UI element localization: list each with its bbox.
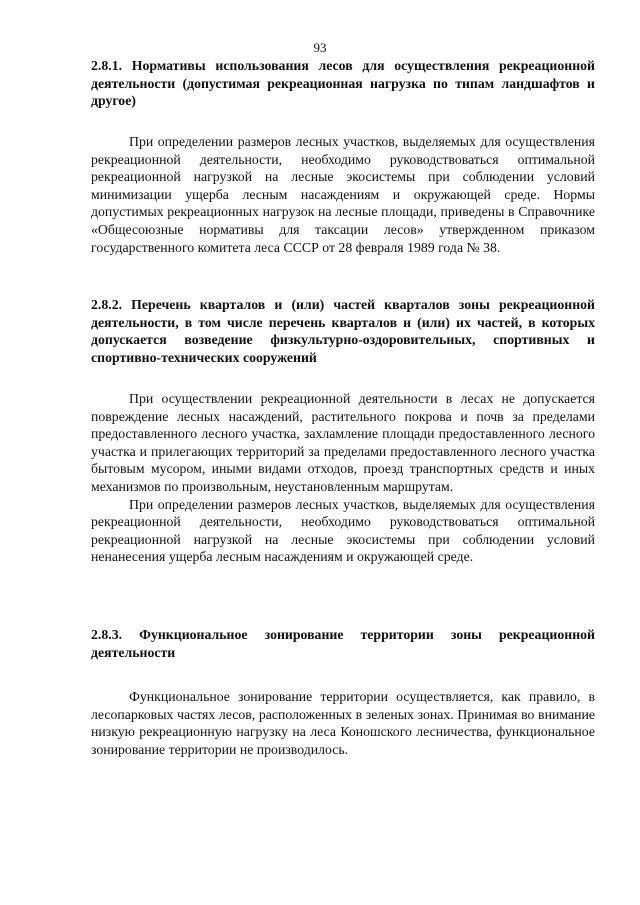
section-heading-2-8-1: 2.8.1. Нормативы использования лесов для осуществления рекреационной деятельности (допустимая рекреационная нагрузка по типам ландшафтов и другое) [91, 58, 595, 109]
section-body-2-8-1 [91, 133, 595, 256]
section-body-2-8-3 [91, 688, 595, 758]
paragraph: Функциональное зонирование территории осуществляется, как правило, в лесопарковых частях лесов, расположенных в зеленых зонах. Принимая во внимание низкую рекреационную нагрузку на леса Коношского лесничества, функциональное зонирование территории не производилось. [91, 689, 595, 757]
page-number: 93 [313, 40, 327, 55]
section-heading-2-8-3: 2.8.3. Функциональное зонирование территории зоны рекреационной деятельности [91, 627, 595, 660]
paragraph: При определении размеров лесных участков, выделяемых для осуществления рекреационной деятельности, необходимо руководствоваться оптимальной рекреационной нагрузкой на лесные экосистемы при соблюдении условий ненанесения ущерба лесным насаждениям и окружающей среде. [91, 496, 595, 565]
section-heading-2-8-2: 2.8.2. Перечень кварталов и (или) частей кварталов зоны рекреационной деятельности, в том числе перечень кварталов и (или) их частей, в которых допускается возведение физкультурно-оздоровительных, спортивных и спортивно-технических сооружений [91, 297, 595, 365]
paragraph: При определении размеров лесных участков, выделяемых для осуществления рекреационной деятельности, необходимо руководствоваться оптимальной рекреационной нагрузкой на лесные экосистемы при соблюдении условий минимизации ущерба лесным насаждениям и окружающей среде. Нормы допустимых рекреационных нагрузок на лесные площади, приведены в Справочнике «Общесоюзные нормативы для таксации лесов» утвержденном приказом государственного комитета леса СССР от 28 февраля 1989 года № 38. [91, 134, 595, 255]
section-body-2-8-2 [91, 390, 595, 566]
paragraph: При осуществлении рекреационной деятельности в лесах не допускается повреждение лесных насаждений, растительного покрова и почв за пределами предоставленного лесного участка, захламление площади предоставленного лесного участка и прилегающих территорий за пределами предоставленного лесного участка бытовым мусором, иными видами отходов, проезд транспортных средств и иных механизмов по произвольным, неустановленным маршрутам. [91, 391, 595, 494]
